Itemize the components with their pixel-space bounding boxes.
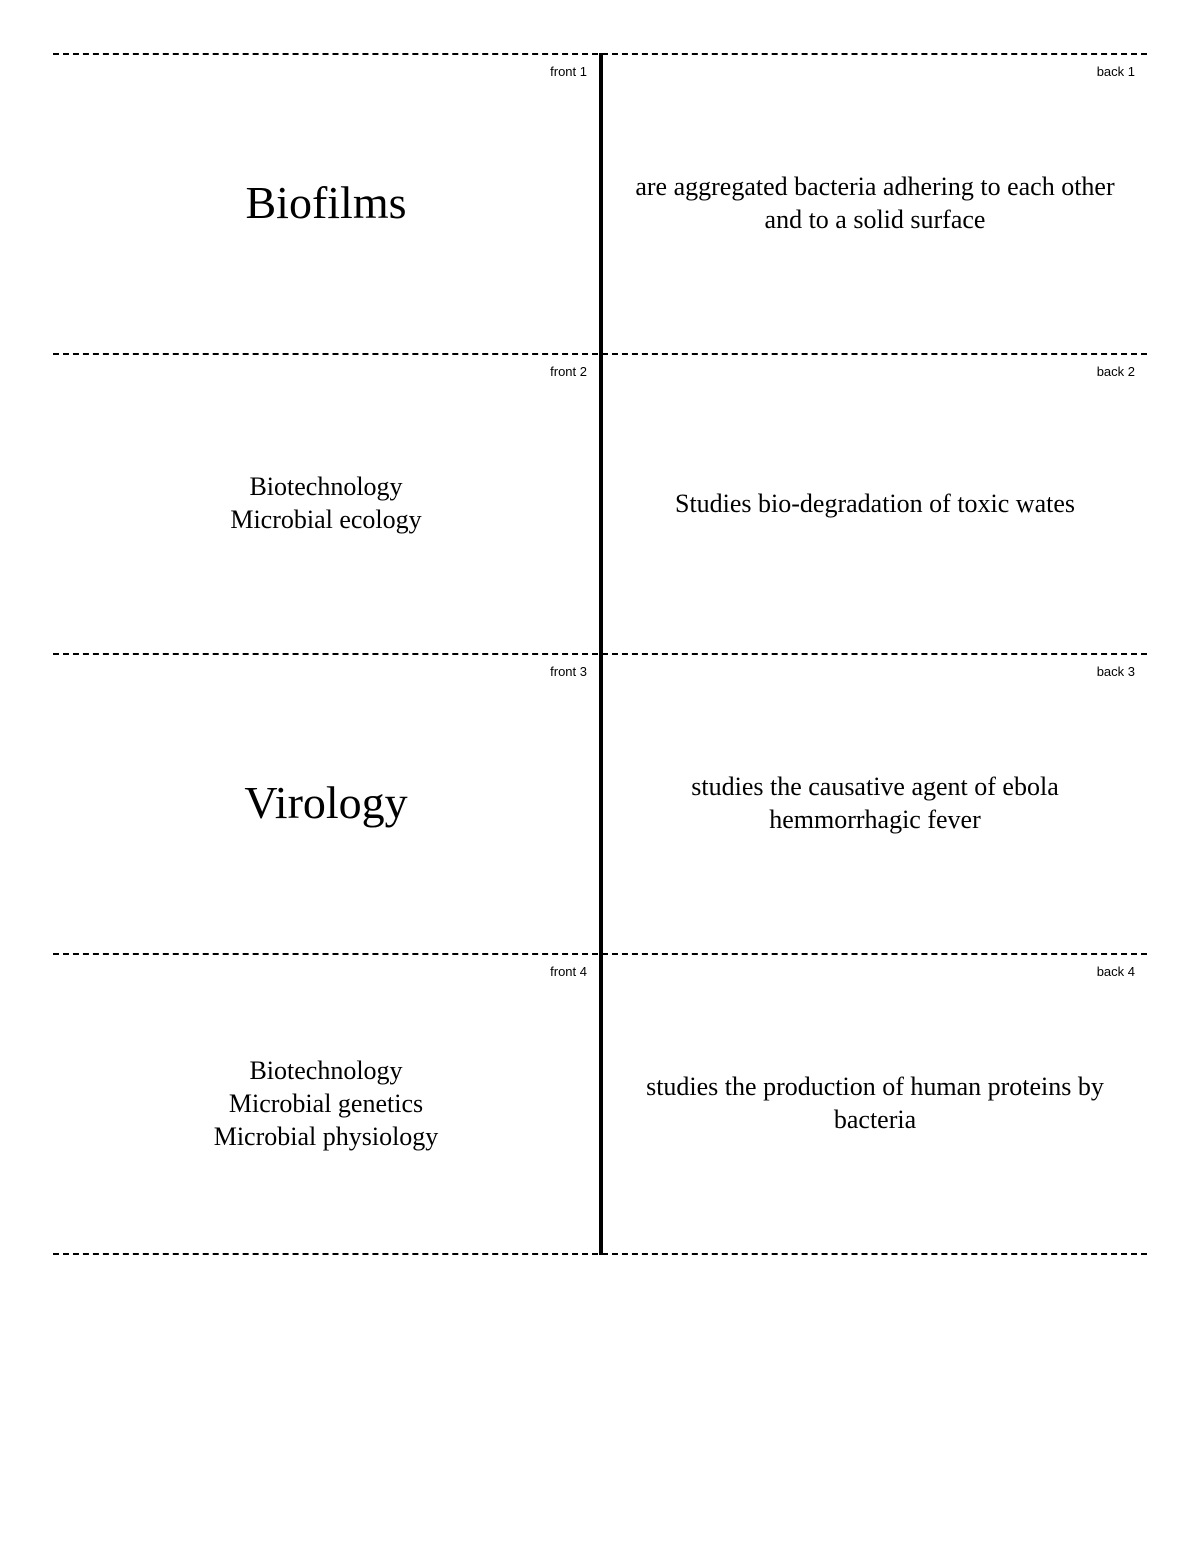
card-back-definition: are aggregated bacteria adhering to each other and to a solid surface [635, 172, 1115, 234]
card-front-line: Biofilms [245, 177, 407, 228]
card-front-1 [53, 53, 599, 353]
card-back-2 [603, 353, 1147, 653]
card-front-label: front 2 [550, 364, 587, 379]
card-front-line: Microbial physiology [213, 1121, 439, 1151]
card-back-definition: studies the causative agent of ebola hemmorrhagic fever [691, 772, 1059, 834]
card-back-text [617, 353, 1133, 653]
card-front-line: Microbial ecology [230, 505, 422, 534]
card-back-label: back 2 [1096, 364, 1135, 379]
card-back-label: back 4 [1096, 964, 1135, 979]
card-back-label: back 3 [1096, 664, 1135, 679]
card-back-1 [603, 53, 1147, 353]
card-front-line: Biotechnology [249, 1055, 403, 1085]
card-front-label: front 3 [550, 664, 587, 679]
card-back-4 [603, 953, 1147, 1253]
flashcard-sheet [53, 53, 1147, 1255]
card-front-text [67, 653, 585, 953]
card-front-text [67, 53, 585, 353]
card-front-2 [53, 353, 599, 653]
card-front-label: front 4 [550, 964, 587, 979]
card-back-3 [603, 653, 1147, 953]
card-front-4 [53, 953, 599, 1253]
card-front-line: Biotechnology [249, 472, 403, 501]
card-back-definition: Studies bio-degradation of toxic wates [674, 488, 1076, 518]
card-back-definition: studies the production of human proteins by bacteria [646, 1072, 1104, 1134]
card-front-text [67, 953, 585, 1253]
card-back-label: back 1 [1096, 64, 1135, 79]
card-front-3 [53, 653, 599, 953]
card-front-line: Microbial genetics [228, 1088, 424, 1118]
card-back-text [617, 53, 1133, 353]
card-back-text [617, 653, 1133, 953]
card-front-line: Virology [244, 777, 408, 828]
card-front-text [67, 353, 585, 653]
card-back-text [617, 953, 1133, 1253]
card-front-label: front 1 [550, 64, 587, 79]
